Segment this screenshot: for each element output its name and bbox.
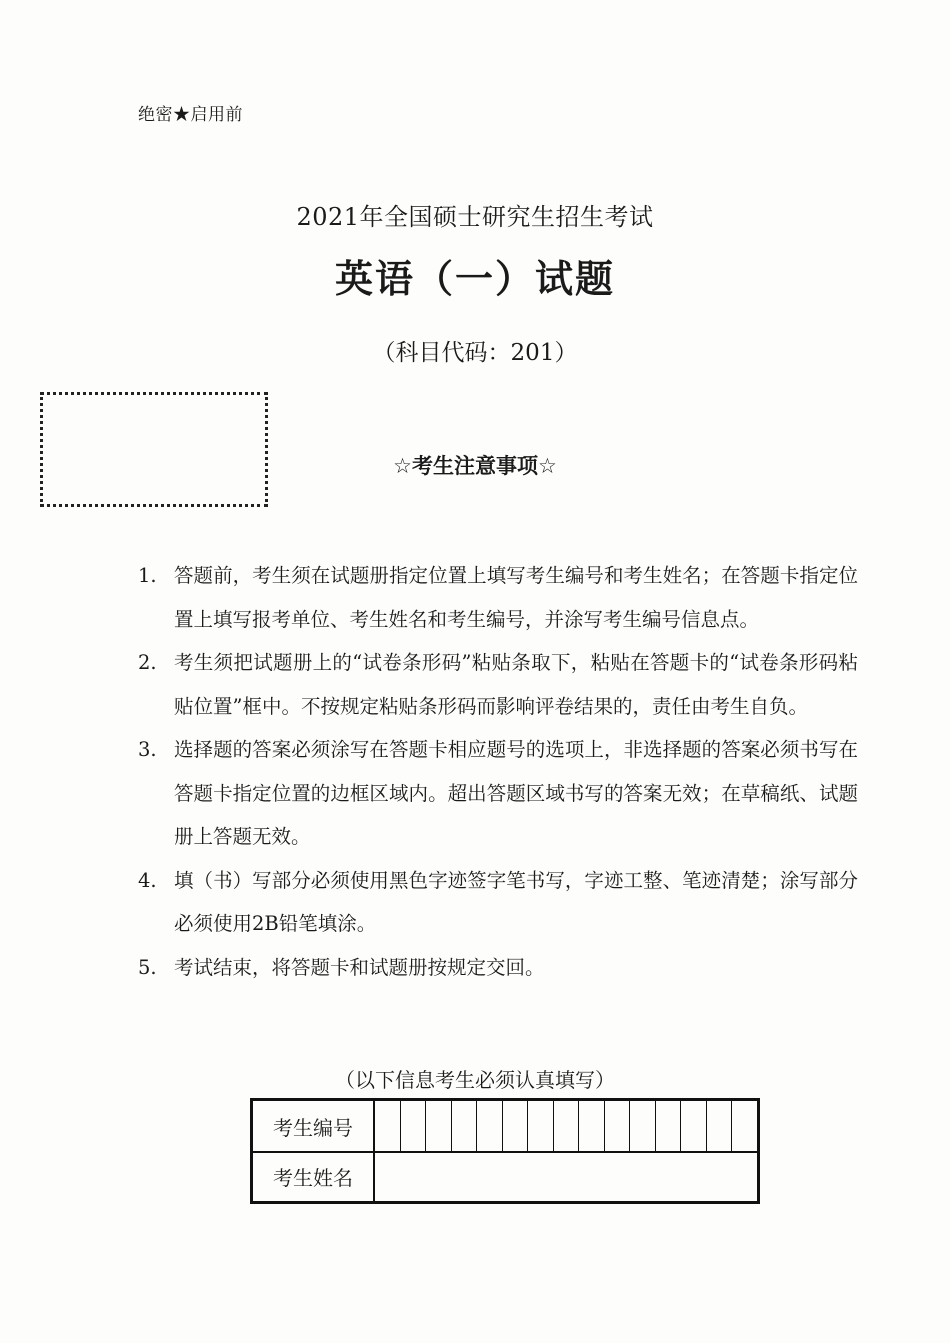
- notice-item-number: 1.: [138, 564, 157, 587]
- classification-label: 绝密★启用前: [138, 105, 243, 125]
- notice-item: [138, 728, 858, 859]
- subject-code: （科目代码：201）: [372, 340, 578, 366]
- candidate-id-digit-cell[interactable]: [452, 1101, 478, 1151]
- notice-item: [138, 946, 858, 990]
- candidate-id-digit-cell[interactable]: [375, 1101, 401, 1151]
- notice-item: [138, 859, 858, 946]
- notice-item-number: 3.: [138, 738, 157, 761]
- info-form-caption: （以下信息考生必须认真填写）: [335, 1068, 615, 1092]
- candidate-id-digit-cell[interactable]: [426, 1101, 452, 1151]
- notice-item-number: 5.: [138, 955, 157, 979]
- candidate-id-digit-cell[interactable]: [630, 1101, 656, 1151]
- notice-item-text: 选择题的答案必须涂写在答题卡相应题号的选项上，非选择题的答案必须书写在答题卡指定位置的边框区域内。超出答题区域书写的答案无效；在草稿纸、试题册上答题无效。: [174, 738, 858, 848]
- candidate-id-digit-cell[interactable]: [503, 1101, 529, 1151]
- candidate-id-digit-cell[interactable]: [401, 1101, 427, 1151]
- notice-item-text: 填（书）写部分必须使用黑色字迹签字笔书写，字迹工整、笔迹清楚；涂写部分必须使用2B铅笔填涂。: [174, 868, 858, 935]
- candidate-id-digit-cell[interactable]: [656, 1101, 682, 1151]
- candidate-name-row: [253, 1152, 757, 1201]
- candidate-id-digit-cell[interactable]: [707, 1101, 733, 1151]
- notice-list: [138, 554, 858, 989]
- candidate-id-digit-cell[interactable]: [477, 1101, 503, 1151]
- notice-item-number: 4.: [138, 868, 157, 892]
- notice-item: [138, 641, 858, 728]
- candidate-id-digit-cell[interactable]: [579, 1101, 605, 1151]
- candidate-id-digit-cell[interactable]: [528, 1101, 554, 1151]
- notice-item-text: 考试结束，将答题卡和试题册按规定交回。: [174, 955, 545, 979]
- notice-item-text: 考生须把试题册上的“试卷条形码”粘贴条取下，粘贴在答题卡的“试卷条形码粘贴位置”框中。不按规定粘贴条形码而影响评卷结果的，责任由考生自负。: [174, 651, 858, 718]
- candidate-name-field[interactable]: [375, 1152, 757, 1201]
- candidate-info-table: [250, 1098, 760, 1204]
- candidate-name-label: 考生姓名: [253, 1152, 375, 1201]
- candidate-id-cells: [375, 1101, 757, 1151]
- candidate-id-digit-cell[interactable]: [681, 1101, 707, 1151]
- candidate-id-digit-cell[interactable]: [605, 1101, 631, 1151]
- exam-title: 2021年全国硕士研究生招生考试: [296, 203, 654, 231]
- candidate-id-label: 考生编号: [253, 1101, 375, 1151]
- candidate-id-digit-cell[interactable]: [732, 1101, 757, 1151]
- subject-title: 英语（一）试题: [334, 257, 615, 301]
- notice-item: [138, 554, 858, 641]
- candidate-id-row: [253, 1101, 757, 1153]
- candidate-id-digit-cell[interactable]: [554, 1101, 580, 1151]
- notice-item-text: 答题前，考生须在试题册指定位置上填写考生编号和考生姓名；在答题卡指定位置上填写报考单位、考生姓名和考生编号，并涂写考生编号信息点。: [174, 564, 858, 631]
- notice-heading: ☆考生注意事项☆: [393, 454, 557, 478]
- notice-item-number: 2.: [138, 651, 157, 674]
